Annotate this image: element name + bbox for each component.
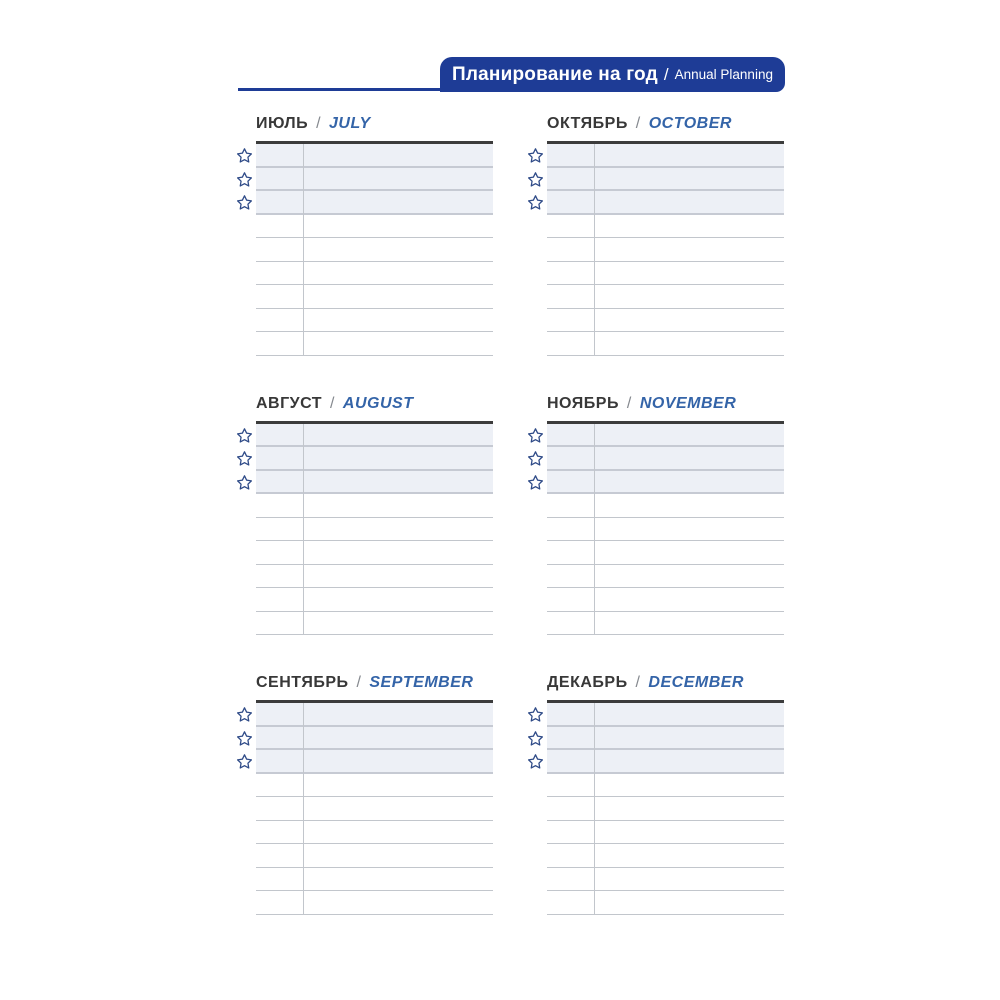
planner-row-starred [256,471,493,495]
column-divider-line [594,424,595,636]
planner-row [547,844,784,868]
month-name-en: AUGUST [342,394,414,412]
column-divider-line [303,144,304,356]
planner-row [256,262,493,286]
month-name-en: SEPTEMBER [369,674,474,691]
star-markers-column [527,421,547,636]
planner-row [256,821,493,845]
month-block [527,395,784,636]
planner-row [256,797,493,821]
month-table-area [236,700,493,915]
star-markers-column [236,700,256,915]
annual-planning-badge [440,57,785,92]
month-title [256,674,493,692]
header-rule [238,88,445,91]
star-markers-column [527,141,547,356]
planner-row [256,612,493,636]
planner-row [256,541,493,565]
planner-row-starred [256,727,493,751]
planner-row [256,238,493,262]
badge-separator: / [663,64,669,84]
planner-row [256,332,493,356]
month-table-area [236,141,493,356]
planner-row-starred [256,447,493,471]
planner-row-starred [256,750,493,774]
star-outline-icon [527,144,547,168]
planner-row [256,891,493,915]
month-name-ru: НОЯБРЬ [547,394,619,412]
planner-row [547,262,784,286]
month-name-en: NOVEMBER [639,394,737,412]
month-title-separator: / [626,394,632,412]
planner-row [547,612,784,636]
month-name-ru: ДЕКАБРЬ [547,674,628,691]
planner-row [256,774,493,798]
planner-row [256,215,493,239]
month-block [527,674,784,915]
planner-row-starred [256,168,493,192]
planner-row-starred [547,144,784,168]
planner-table [547,700,784,915]
planner-row [256,518,493,542]
star-outline-icon [527,447,547,471]
month-name-en: DECEMBER [648,674,744,691]
planner-row [256,844,493,868]
star-outline-icon [236,750,256,774]
month-table-area [527,700,784,915]
month-title-separator: / [316,115,322,132]
month-title-separator: / [635,674,641,691]
star-outline-icon [527,727,547,751]
planner-row [547,309,784,333]
month-title-separator: / [356,674,362,691]
planner-row-starred [547,424,784,448]
planner-row [256,309,493,333]
column-divider-line [594,144,595,356]
planner-table [547,141,784,356]
planner-row [547,285,784,309]
planner-row [547,541,784,565]
star-outline-icon [527,191,547,215]
planner-row [547,565,784,589]
planner-row-starred [547,703,784,727]
column-divider-line [303,703,304,915]
star-outline-icon [527,424,547,448]
month-block [236,674,493,915]
month-title [256,395,493,413]
planner-row [547,332,784,356]
star-outline-icon [236,703,256,727]
planner-row [547,868,784,892]
month-name-ru: СЕНТЯБРЬ [256,674,349,691]
planner-row-starred [547,447,784,471]
planner-row [547,238,784,262]
month-title-separator: / [635,115,641,132]
planner-row [256,868,493,892]
planner-table [256,700,493,915]
planner-row-starred [256,424,493,448]
planner-row [547,821,784,845]
planner-row [256,285,493,309]
badge-title-en: Annual Planning [674,67,773,82]
badge-title-ru: Планирование на год [452,63,658,85]
month-block [527,115,784,356]
star-markers-column [527,700,547,915]
star-outline-icon [236,471,256,495]
planner-row-starred [547,168,784,192]
column-divider-line [594,703,595,915]
month-name-ru: ИЮЛЬ [256,115,309,132]
star-outline-icon [236,168,256,192]
month-table-area [527,421,784,636]
month-title-separator: / [330,394,335,412]
planner-row [547,891,784,915]
star-outline-icon [236,424,256,448]
star-outline-icon [236,447,256,471]
planner-row-starred [547,191,784,215]
star-outline-icon [527,471,547,495]
planner-table [256,421,493,636]
month-title [256,115,493,133]
month-title [547,674,784,692]
star-outline-icon [236,144,256,168]
planner-row-starred [547,750,784,774]
month-title [547,115,784,133]
month-block [236,115,493,356]
planner-row-starred [256,703,493,727]
month-name-ru: АВГУСТ [256,394,323,412]
planner-table [256,141,493,356]
planner-row [547,518,784,542]
planner-table [547,421,784,636]
month-name-en: OCTOBER [648,115,732,132]
planner-row [547,215,784,239]
star-outline-icon [527,703,547,727]
planner-row-starred [547,727,784,751]
planner-row [256,494,493,518]
planner-row [547,494,784,518]
month-table-area [527,141,784,356]
planner-row [547,797,784,821]
planner-row [256,588,493,612]
planner-row-starred [256,191,493,215]
star-outline-icon [236,727,256,751]
months-grid [236,115,784,915]
star-outline-icon [527,168,547,192]
planner-row [256,565,493,589]
month-table-area [236,421,493,636]
planner-row [547,588,784,612]
star-outline-icon [527,750,547,774]
star-outline-icon [236,191,256,215]
month-name-ru: ОКТЯБРЬ [547,115,628,132]
star-markers-column [236,141,256,356]
planner-row-starred [547,471,784,495]
planner-row-starred [256,144,493,168]
month-title [547,395,784,413]
star-markers-column [236,421,256,636]
month-block [236,395,493,636]
month-name-en: JULY [328,115,371,132]
planner-row [547,774,784,798]
column-divider-line [303,424,304,636]
